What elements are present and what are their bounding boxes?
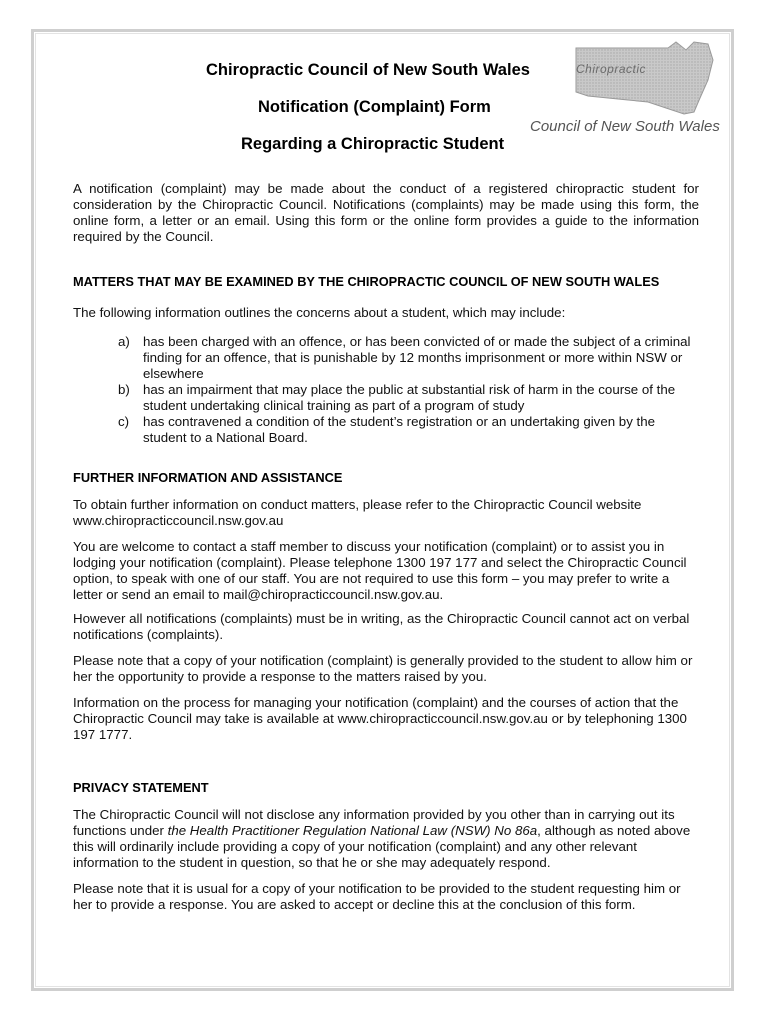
- list-item: [118, 382, 698, 414]
- matters-list: [118, 334, 698, 446]
- logo-subtitle: Council of New South Wales: [530, 118, 720, 135]
- privacy-text-end: , although as noted above this will ordinarily include providing a copy of your notification (complaint) and any other relevant information to the student in question, so that he or she may adequately respond.: [73, 823, 691, 870]
- privacy-law-name: the Health Practitioner Regulation National Law (NSW) No 86a: [167, 823, 538, 838]
- matters-heading: MATTERS THAT MAY BE EXAMINED BY THE CHIROPRACTIC COUNCIL OF NEW SOUTH WALES: [73, 274, 660, 289]
- further-paragraph-2: You are welcome to contact a staff member to discuss your notification (complaint) or to assist you in lodging your notification (complaint). Please telephone 1300 197 177 and select the Chiropractic Council option, to speak with one of our staff. You are not required to use this form – you may prefer to write a letter or send an email to mail@chiropracticcouncil.nsw.gov.au.: [73, 539, 687, 602]
- list-marker: a): [118, 334, 130, 349]
- list-marker: b): [118, 382, 130, 397]
- form-title: Notification (Complaint) Form: [258, 98, 491, 116]
- further-paragraph-3: However all notifications (complaints) must be in writing, as the Chiropractic Council cannot act on verbal notifications (complaints).: [73, 611, 690, 642]
- logo-wordmark: Chiropractic: [576, 62, 647, 76]
- further-paragraph-4: Please note that a copy of your notification (complaint) is generally provided to the student to allow him or her the opportunity to provide a response to the matters raised by you.: [73, 653, 693, 684]
- list-item-text: has an impairment that may place the public at substantial risk of harm in the course of the student undertaking clinical training as part of a program of study: [143, 382, 676, 413]
- page-title: Chiropractic Council of New South Wales: [206, 61, 530, 79]
- list-item-text: has been charged with an offence, or has been convicted of or made the subject of a criminal finding for an offence, that is punishable by 12 months imprisonment or more within NSW or elsewhere: [143, 334, 691, 381]
- privacy-paragraph-1: [73, 807, 699, 871]
- list-marker: c): [118, 414, 130, 429]
- intro-paragraph: A notification (complaint) may be made about the conduct of a registered chiropractic student for consideration by the Chiropractic Council. Notifications (complaints) may be made using this form, the online form, a letter or an email. Using this form or the online form provides a guide to the information required by the Council.: [73, 181, 699, 244]
- list-item-text: has contravened a condition of the student’s registration or an undertaking given by the student to a National Board.: [143, 414, 656, 445]
- further-paragraph-1: To obtain further information on conduct matters, please refer to the Chiropractic Council website www.chiropracticcouncil.nsw.gov.au: [73, 497, 642, 528]
- further-paragraph-5: Information on the process for managing your notification (complaint) and the courses of action that the Chiropractic Council may take is available at www.chiropracticcouncil.nsw.gov.au or by telephoning 1300 197 1777.: [73, 695, 687, 742]
- nsw-map-icon: [568, 40, 718, 120]
- privacy-text-start: The Chiropractic Council will not disclose any information provided by you other than in carrying out its functions under: [73, 807, 675, 838]
- privacy-paragraph-2: Please note that it is usual for a copy of your notification to be provided to the student requesting him or her to provide a response. You are asked to accept or decline this at the conclusion of this form.: [73, 881, 681, 912]
- council-logo: [528, 40, 733, 140]
- further-heading: FURTHER INFORMATION AND ASSISTANCE: [73, 470, 343, 485]
- privacy-heading: PRIVACY STATEMENT: [73, 780, 209, 795]
- list-item: [118, 334, 698, 382]
- matters-lead: The following information outlines the concerns about a student, which may include:: [73, 305, 566, 320]
- form-subject: Regarding a Chiropractic Student: [241, 135, 505, 153]
- list-item: [118, 414, 698, 446]
